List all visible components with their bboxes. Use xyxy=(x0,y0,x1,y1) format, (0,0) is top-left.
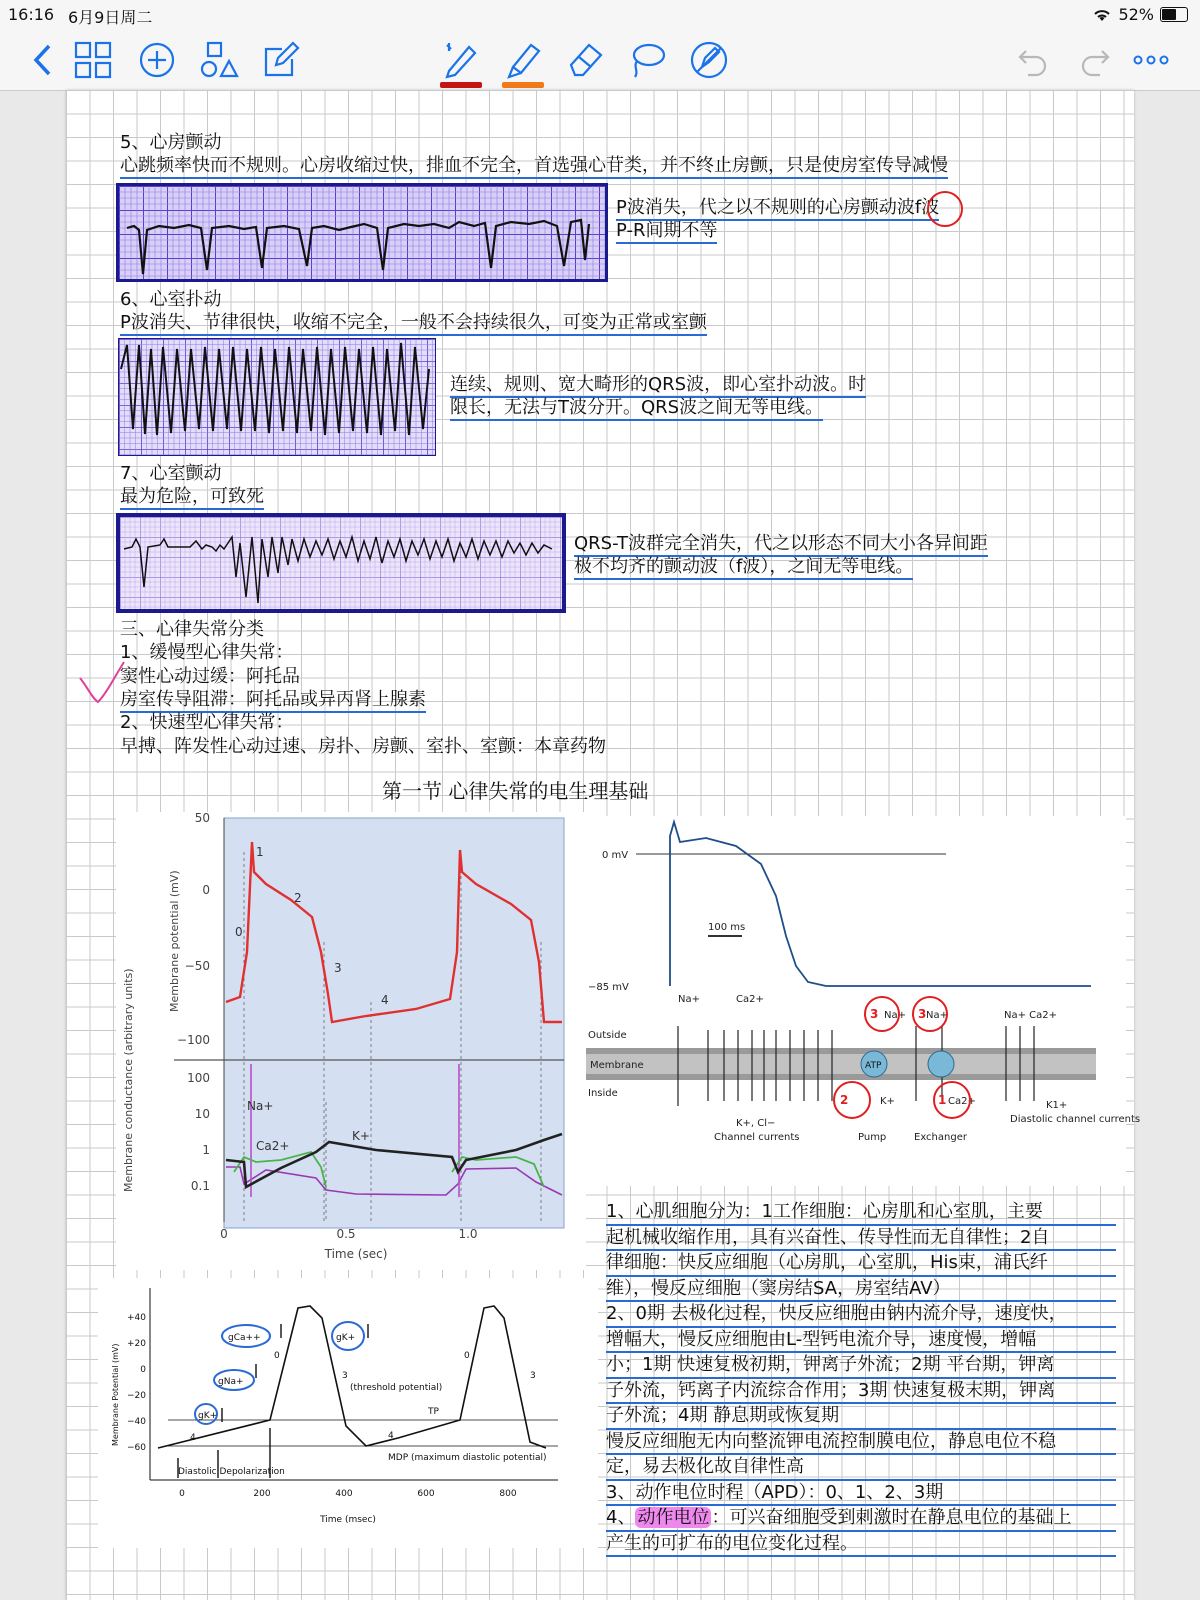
note-line-11: 定，易去极化故自律性高 xyxy=(606,1455,1116,1481)
battery-percent: 52% xyxy=(1118,5,1154,24)
vfib-ecg-image xyxy=(120,517,562,609)
membrane-currents-diagram xyxy=(586,816,1141,1186)
y-tick-neg100: −100 xyxy=(177,1033,210,1047)
section5-desc: 心跳频率快而不规则。心房收缩过快，排血不完全，首选强心苷类，并不终止房颤，只是使房室传导减慢 xyxy=(120,155,948,179)
y-axis-label: Membrane Potential (mV) xyxy=(111,1343,120,1446)
shapes-button[interactable] xyxy=(196,38,242,82)
outside-label: Outside xyxy=(588,1030,627,1041)
afib-ecg-strip xyxy=(116,183,608,282)
status-time: 16:16 xyxy=(8,5,55,24)
pages-button[interactable] xyxy=(70,38,116,82)
highlighted-term: 动作电位 xyxy=(637,1507,710,1528)
tp-label: TP xyxy=(428,1407,439,1417)
notes-block xyxy=(606,1200,1116,1557)
kcl-label: K+, Cl− xyxy=(736,1118,776,1129)
eraser-icon xyxy=(565,41,605,79)
annotation-3b: 3 xyxy=(918,1007,927,1021)
section5-note1: P波消失，代之以不规则的心房颤动波f波 xyxy=(616,197,939,221)
redo-button[interactable] xyxy=(1072,38,1118,82)
highlighter-color-indicator xyxy=(502,82,544,88)
y-tick-10: 10 xyxy=(194,1107,210,1121)
more-button[interactable] xyxy=(1128,38,1174,82)
note-line-13-rest: ：可兴奋细胞受到刺激时在静息电位的基础上 xyxy=(711,1507,1072,1528)
note-line-13 xyxy=(606,1506,1116,1532)
annotation-3a: 3 xyxy=(870,1007,879,1021)
section-heading: 第一节 心律失常的电生理基础 xyxy=(382,779,649,803)
phase-0b-label: 0 xyxy=(464,1351,470,1361)
classify-slow: 1、缓慢型心律失常： xyxy=(120,642,294,663)
pen-off-icon xyxy=(689,40,729,80)
afib-ecg-image xyxy=(119,186,605,279)
compose-icon xyxy=(262,41,300,79)
back-button[interactable] xyxy=(20,38,66,82)
note-line-8: 子外流，钙离子内流综合作用；3期 快速复极末期，钾离 xyxy=(606,1379,1116,1405)
pen-tool-button[interactable] xyxy=(438,38,484,82)
x-tick-600: 600 xyxy=(417,1489,435,1499)
status-bar xyxy=(0,0,1200,30)
lasso-button[interactable] xyxy=(624,38,670,82)
pen-color-indicator xyxy=(440,82,482,88)
pump-k-label: K+ xyxy=(880,1096,895,1107)
annotation-1: 1 xyxy=(938,1093,947,1107)
phase-2-label: 2 xyxy=(294,891,302,905)
undo-button[interactable] xyxy=(1010,38,1056,82)
status-date: 6月9日周二 xyxy=(68,8,153,27)
ca-channel-label: Ca2+ xyxy=(736,994,764,1005)
battery-icon xyxy=(1160,7,1188,22)
highlighter-tool-button[interactable] xyxy=(500,38,546,82)
channel-currents-label: Channel currents xyxy=(714,1132,800,1143)
note-line-1: 1、心肌细胞分为：1工作细胞：心房肌和心室肌，主要 xyxy=(606,1200,1116,1226)
y-tick-m60: −60 xyxy=(127,1443,146,1453)
lasso-icon xyxy=(627,41,667,79)
threshold-label: (threshold potential) xyxy=(350,1383,443,1393)
red-circle-annotation xyxy=(927,191,963,227)
redo-icon xyxy=(1078,43,1112,77)
action-potential-figure xyxy=(116,812,586,1270)
diastolic-depolarization-label: Diastolic Depolarization xyxy=(178,1467,285,1477)
section7-note1: QRS-T波群完全消失，代之以形态不同大小各异间距 xyxy=(574,533,988,557)
mdp-label: MDP (maximum diastolic potential) xyxy=(388,1453,547,1463)
membrane-currents-figure xyxy=(586,816,1141,1186)
atp-label: ATP xyxy=(865,1061,882,1071)
y-tick-50: 50 xyxy=(194,811,210,825)
section6-desc: P波消失、节律很快，收缩不完全，一般不会持续很久，可变为正常或室颤 xyxy=(120,312,707,336)
y-tick-m40: −40 xyxy=(127,1417,146,1427)
section6-note2: 限长，无法与T波分开。QRS波之间无等电线。 xyxy=(450,397,823,421)
section5-title: 5、心房颤动 xyxy=(120,132,222,153)
y-tick-100: 100 xyxy=(187,1071,210,1085)
section7-desc: 最为危险，可致死 xyxy=(120,486,264,510)
shapes-icon xyxy=(199,41,239,79)
add-button[interactable] xyxy=(134,38,180,82)
phase-0a-label: 0 xyxy=(274,1351,280,1361)
na-channel-label: Na+ xyxy=(678,994,700,1005)
k-label: K+ xyxy=(352,1129,370,1143)
phase-4-label: 4 xyxy=(381,993,389,1007)
neg85-label: −85 mV xyxy=(588,982,629,993)
classify-sinus: 窦性心动过缓：阿托品 xyxy=(120,666,300,687)
y-tick-neg50: −50 xyxy=(184,959,210,973)
note-line-6: 增幅大，慢反应细胞由L-型钙电流介导，速度慢，增幅 xyxy=(606,1328,1116,1354)
x-tick-1: 1.0 xyxy=(458,1227,478,1241)
membrane-label: Membrane xyxy=(590,1060,644,1071)
phase-0-label: 0 xyxy=(235,925,243,939)
wifi-icon xyxy=(1092,7,1112,23)
annotation-2: 2 xyxy=(840,1093,849,1107)
x-tick-0: 0 xyxy=(179,1489,185,1499)
x-tick-05: 0.5 xyxy=(336,1227,356,1241)
section6-note1: 连续、规则、宽大畸形的QRS波，即心室扑动波。时 xyxy=(450,374,866,398)
edit-button[interactable] xyxy=(258,38,304,82)
na-ca-label: Na+ Ca2+ xyxy=(1004,1010,1058,1021)
pacemaker-potential-chart xyxy=(98,1278,598,1548)
classify-fast: 2、快速型心律失常： xyxy=(120,712,294,733)
y-tick-p40: +40 xyxy=(127,1313,146,1323)
diastolic-currents-label: Diastolic channel currents xyxy=(1010,1114,1141,1125)
section5-note2: P-R间期不等 xyxy=(616,220,717,244)
highlighter-icon xyxy=(503,41,543,79)
classify-title: 三、心律失常分类 xyxy=(120,619,264,640)
pink-check-annotation xyxy=(78,658,126,708)
phase-1-label: 1 xyxy=(256,845,264,859)
x-axis-label: Time (sec) xyxy=(324,1247,388,1261)
more-icon xyxy=(1132,54,1170,66)
x-tick-400: 400 xyxy=(335,1489,353,1499)
pen-icon xyxy=(441,41,481,79)
scale-label: 100 ms xyxy=(708,922,746,933)
status-right xyxy=(1092,5,1188,24)
note-line-12: 3、动作电位时程（APD）：0、1、2、3期 xyxy=(606,1481,1116,1507)
inside-label: Inside xyxy=(588,1088,618,1099)
exchanger-ca-label: Ca2+ xyxy=(948,1096,976,1107)
zero-mv-label: 0 mV xyxy=(602,850,629,861)
eraser-button[interactable] xyxy=(562,38,608,82)
note-line-5: 2、0期 去极化过程，快反应细胞由钠内流介导，速度快， xyxy=(606,1302,1116,1328)
pacemaker-potential-figure xyxy=(98,1278,598,1548)
note-line-10: 慢反应细胞无内向整流钾电流控制膜电位，静息电位不稳 xyxy=(606,1430,1116,1456)
y-tick-1: 1 xyxy=(202,1143,210,1157)
section6-title: 6、心室扑动 xyxy=(120,289,222,310)
y-axis-label-bottom: Membrane conductance (arbitrary units) xyxy=(122,968,135,1192)
grid-icon xyxy=(74,41,112,79)
y-tick-p20: +20 xyxy=(127,1339,146,1349)
x-tick-200: 200 xyxy=(253,1489,271,1499)
note-line-13-prefix: 4、 xyxy=(606,1507,636,1528)
phase-3b-label: 3 xyxy=(530,1371,536,1381)
na-label: Na+ xyxy=(247,1099,274,1113)
disable-tool-button[interactable] xyxy=(686,38,732,82)
note-page[interactable] xyxy=(66,90,1141,1600)
y-tick-0: 0 xyxy=(202,883,210,897)
plus-circle-icon xyxy=(138,41,176,79)
y-tick-01: 0.1 xyxy=(190,1179,210,1193)
x-tick-800: 800 xyxy=(499,1489,517,1499)
gna-label: gNa+ xyxy=(218,1377,244,1387)
classify-av: 房室传导阻滞：阿托品或异丙肾上腺素 xyxy=(120,689,426,713)
y-axis-label-top: Membrane potential (mV) xyxy=(168,870,181,1012)
pump-na-label: Na+ xyxy=(884,1010,906,1021)
vflutter-ecg-strip xyxy=(118,338,436,456)
y-tick-0: 0 xyxy=(140,1365,146,1375)
note-line-14: 产生的可扩布的电位变化过程。 xyxy=(606,1532,1116,1558)
y-tick-m20: −20 xyxy=(127,1391,146,1401)
classify-fast-list: 早搏、阵发性心动过速、房扑、房颤、室扑、室颤：本章药物 xyxy=(120,736,606,757)
gk-label: gK+ xyxy=(198,1411,218,1421)
note-line-7: 小；1期 快速复极初期，钾离子外流；2期 平台期，钾离 xyxy=(606,1353,1116,1379)
exchanger-label: Exchanger xyxy=(914,1132,967,1143)
gca-label: gCa++ xyxy=(228,1333,261,1343)
exchanger-na-label: Na+ xyxy=(926,1010,948,1021)
vfib-ecg-strip xyxy=(116,513,566,613)
note-line-4: 维），慢反应细胞（窦房结SA，房室结AV） xyxy=(606,1277,1116,1303)
k1-label: K1+ xyxy=(1046,1100,1068,1111)
note-line-2: 起机械收缩作用，具有兴奋性、传导性而无自律性；2自 xyxy=(606,1226,1116,1252)
phase-3a-label: 3 xyxy=(342,1371,348,1381)
phase-4b-label: 4 xyxy=(388,1431,394,1441)
action-potential-chart xyxy=(116,812,586,1270)
x-axis-label: Time (msec) xyxy=(320,1515,376,1525)
undo-icon xyxy=(1016,43,1050,77)
chevron-left-icon xyxy=(32,43,54,77)
x-tick-0: 0 xyxy=(220,1227,228,1241)
phase-4a-label: 4 xyxy=(190,1433,196,1443)
toolbar xyxy=(0,30,1200,91)
vflutter-ecg-image xyxy=(119,339,435,455)
note-line-9: 子外流；4期 静息期或恢复期 xyxy=(606,1404,1116,1430)
note-line-3: 律细胞：快反应细胞（心房肌，心室肌，His束，浦氏纤 xyxy=(606,1251,1116,1277)
pump-label: Pump xyxy=(858,1132,887,1143)
section7-note2: 极不均齐的颤动波（f波），之间无等电线。 xyxy=(574,556,913,580)
gk2-label: gK+ xyxy=(336,1333,356,1343)
phase-3-label: 3 xyxy=(334,961,342,975)
ca-label: Ca2+ xyxy=(256,1139,290,1153)
section7-title: 7、心室颤动 xyxy=(120,463,222,484)
